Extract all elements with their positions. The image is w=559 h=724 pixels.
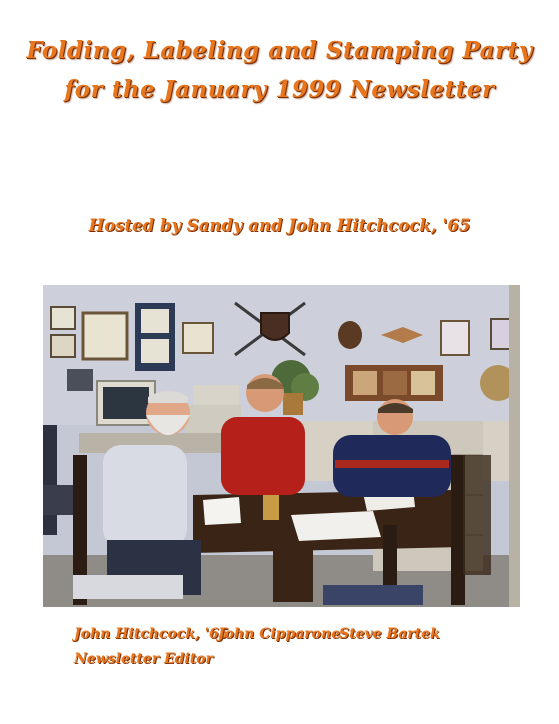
page-title-line-1: Folding, Labeling and Stamping Party	[26, 37, 533, 64]
caption-person-1-role: Newsletter Editor	[74, 651, 213, 667]
caption-person-3: Steve Bartek	[339, 626, 440, 642]
hosted-by-subtitle: Hosted by Sandy and John Hitchcock, '65	[88, 216, 471, 235]
caption-person-2: John Cipparone	[218, 626, 341, 642]
group-photo-illustration	[43, 285, 520, 607]
page-title-line-2: for the January 1999 Newsletter	[64, 76, 495, 103]
caption-person-1: John Hitchcock, '65	[74, 626, 229, 642]
group-photo	[43, 285, 520, 607]
